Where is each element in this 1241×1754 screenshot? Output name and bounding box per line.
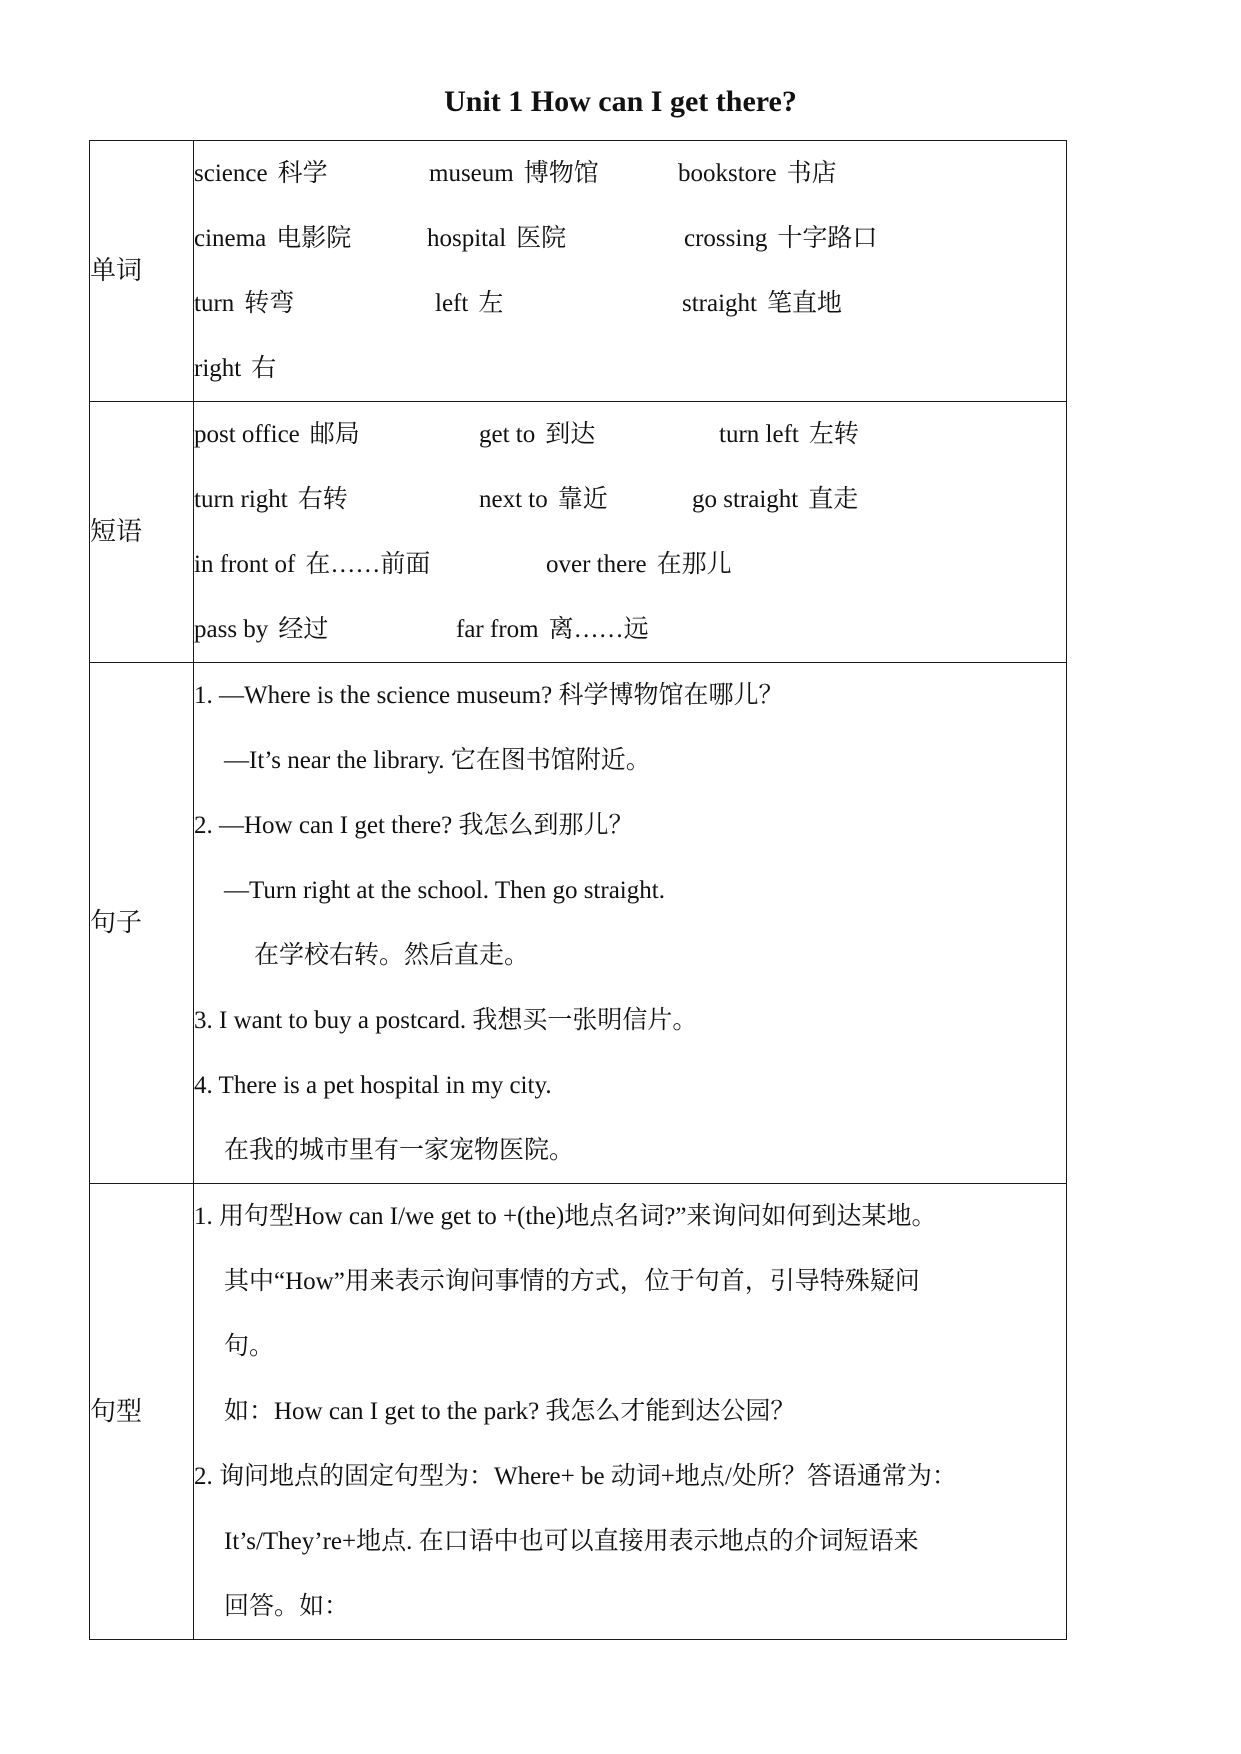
word-line [194,206,1066,271]
word-item [429,141,599,206]
word-zh: 科学 [277,160,328,187]
phrase-line [194,597,1066,662]
phrase-line [194,532,1066,597]
word-zh: 医院 [516,225,567,252]
word-zh: 博物馆 [523,160,599,187]
word-en: right [194,355,242,382]
word-zh: 书店 [786,160,837,187]
word-en: museum [429,160,514,187]
sentence-line: —Turn right at the school. Then go straight. [224,877,665,904]
phrase-item [194,467,348,532]
patterns-row [90,1184,1067,1640]
phrase-item [194,402,360,467]
word-en: hospital [427,225,507,252]
sentence-line: 在我的城市里有一家宠物医院。 [224,1137,575,1164]
phrase-en: get to [479,421,536,448]
word-item [194,271,294,336]
phrase-item [194,597,328,662]
phrase-item [456,597,649,662]
pattern-line: 如：How can I get to the park? 我怎么才能到达公园？ [224,1398,796,1425]
words-label: 单词 [90,141,194,402]
phrase-en: over there [546,551,647,578]
phrase-item [479,402,595,467]
phrase-line [194,467,1066,532]
phrase-zh: 在……前面 [305,551,431,578]
words-content [194,141,1067,402]
sentences-row [90,663,1067,1184]
word-item [684,206,877,271]
phrase-item [479,467,608,532]
pattern-line: 1. 用句型How can I/we get to +(the)地点名词?”来询问如何到达某地。 [194,1203,937,1230]
phrase-zh: 左转 [808,421,859,448]
word-en: cinema [194,225,267,252]
sentence-line: 3. I want to buy a postcard. 我想买一张明信片。 [194,1007,698,1034]
word-item [194,206,351,271]
sentence-line: 在学校右转。然后直走。 [254,942,530,969]
phrase-zh: 直走 [808,486,859,513]
word-zh: 笔直地 [767,290,843,317]
phrase-line [194,402,1066,467]
phrase-en: post office [194,421,300,448]
sentences-content [194,663,1067,1184]
patterns-content [194,1184,1067,1640]
pattern-line: 其中“How”用来表示询问事情的方式，位于句首，引导特殊疑问 [224,1268,920,1295]
word-line [194,271,1066,336]
pattern-line: 回答。如： [224,1593,350,1620]
sentences-label: 句子 [90,663,194,1184]
phrases-row [90,402,1067,663]
word-zh: 左 [478,290,504,317]
phrase-item [546,532,732,597]
word-en: turn [194,290,235,317]
sentence-line: 2. —How can I get there? 我怎么到那儿？ [194,812,634,839]
phrase-item [719,402,859,467]
phrases-content [194,402,1067,663]
phrase-zh: 经过 [278,616,329,643]
phrase-zh: 到达 [545,421,596,448]
vocab-table [89,140,1067,1640]
word-item [682,271,842,336]
sentence-line: —It’s near the library. 它在图书馆附近。 [224,747,651,774]
word-zh: 转弯 [244,290,295,317]
pattern-line: 句。 [224,1333,275,1360]
phrase-en: go straight [692,486,799,513]
phrase-zh: 靠近 [557,486,608,513]
word-item [194,336,276,401]
page-title: Unit 1 How can I get there? [444,85,797,118]
patterns-label: 句型 [90,1184,194,1640]
phrase-en: turn right [194,486,288,513]
word-en: bookstore [678,160,777,187]
word-zh: 电影院 [276,225,352,252]
phrase-en: next to [479,486,548,513]
sentence-line: 1. —Where is the science museum? 科学博物馆在哪儿？ [194,682,784,709]
phrase-en: pass by [194,616,269,643]
pattern-line: It’s/They’re+地点. 在口语中也可以直接用表示地点的介词短语来 [224,1528,919,1555]
word-item [427,206,566,271]
phrase-en: far from [456,616,539,643]
word-en: crossing [684,225,768,252]
words-row [90,141,1067,402]
phrase-zh: 邮局 [309,421,360,448]
phrase-zh: 右转 [297,486,348,513]
phrases-label: 短语 [90,402,194,663]
phrase-item [692,467,858,532]
phrase-item [194,532,430,597]
word-line [194,141,1066,206]
word-zh: 十字路口 [777,225,878,252]
word-zh: 右 [251,355,277,382]
word-line [194,336,1066,401]
word-en: straight [682,290,757,317]
word-item [435,271,503,336]
pattern-line: 2. 询问地点的固定句型为：Where+ be 动词+地点/处所？答语通常为： [194,1463,957,1490]
word-en: left [435,290,469,317]
phrase-zh: 离……远 [548,616,649,643]
phrase-en: in front of [194,551,296,578]
phrase-en: turn left [719,421,799,448]
word-en: science [194,160,268,187]
phrase-zh: 在那儿 [656,551,732,578]
word-item [194,141,328,206]
word-item [678,141,837,206]
sentence-line: 4. There is a pet hospital in my city. [194,1072,552,1099]
